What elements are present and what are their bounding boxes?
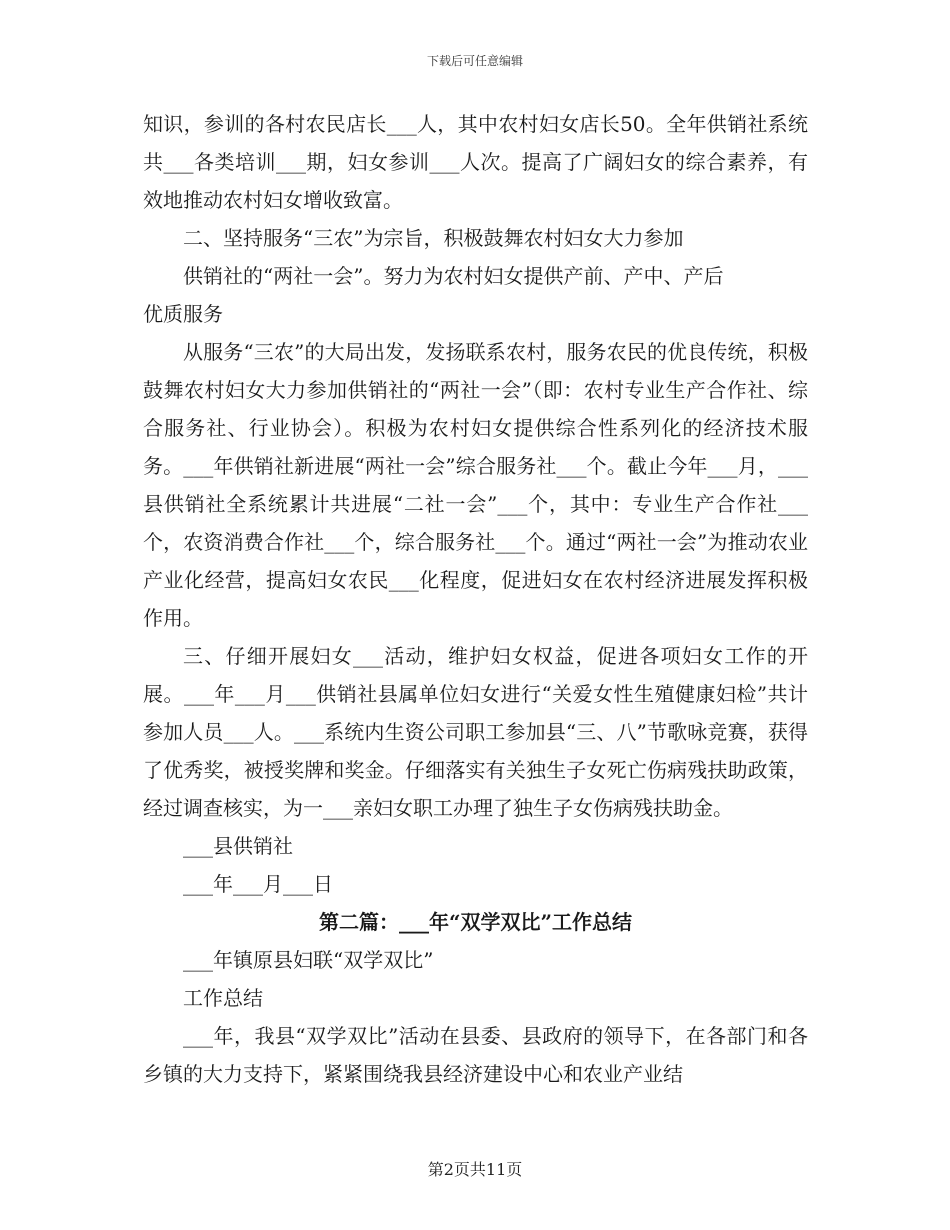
section-heading-2-end: 优质服务 [143,302,223,326]
signature-date: ___年___月___日 [183,872,333,896]
section-heading-2-cont: 供销社的“两社一会”。努力为农村妇女提供产前、产中、产后 [183,264,724,288]
signature-org: ___县供销社 [183,834,293,858]
section-heading-2: 二、坚持服务“三农”为宗旨，积极鼓舞农村妇女大力参加 [183,226,684,250]
subtitle-line-2: 工作总结 [183,986,263,1010]
document-body [143,105,808,1093]
paragraph-service: 从服务“三农”的大局出发，发扬联系农村，服务农民的优良传统，积极鼓舞农村妇女大力参加供销社的“两社一会”（即：农村专业生产合作社、综合服务社、行业协会）。积极为农村妇女提供综合性系列化的经济技术服务。___年供销社新进展“两社一会”综合服务社___个。截止今年___月，___县供销社全系统累计共进展“二社一会”___个，其中：专业生产合作社___个，农资消费合作社___个，综合服务社___个。通过“两社一会”为推动农业产业化经营，提高妇女农民___化程度，促进妇女在农村经济进展发挥积极作用。 [143,340,808,630]
subtitle-line-1: ___年镇原县妇联“双学双比” [183,948,434,972]
chapter-title: 第二篇：___年“双学双比”工作总结 [318,910,632,934]
paragraph-continuation: 知识，参训的各村农民店长___人，其中农村妇女店长50。全年供销社系统共___各类培训___期，妇女参训___人次。提高了广阔妇女的综合素养，有效地推动农村妇女增收致富。 [143,112,808,212]
page-header: 下载后可任意编辑 [426,54,523,68]
paragraph-intro: ___年，我县“双学双比”活动在县委、县政府的领导下，在各部门和各乡镇的大力支持下，紧紧围绕我县经济建设中心和农业产业结 [143,1024,808,1086]
page-footer: 第2页共11页 [427,1160,523,1179]
paragraph-section-3: 三、仔细开展妇女___活动，维护妇女权益，促进各项妇女工作的开展。___年___月___供销社县属单位妇女进行“关爱女性生殖健康妇检”共计参加人员___人。___系统内生资公司职工参加县“三、八”节歌咏竞赛，获得了优秀奖，被授奖牌和奖金。仔细落实有关独生子女死亡伤病残扶助政策，经过调查核实，为一___亲妇女职工办理了独生子女伤病残扶助金。 [143,644,808,820]
